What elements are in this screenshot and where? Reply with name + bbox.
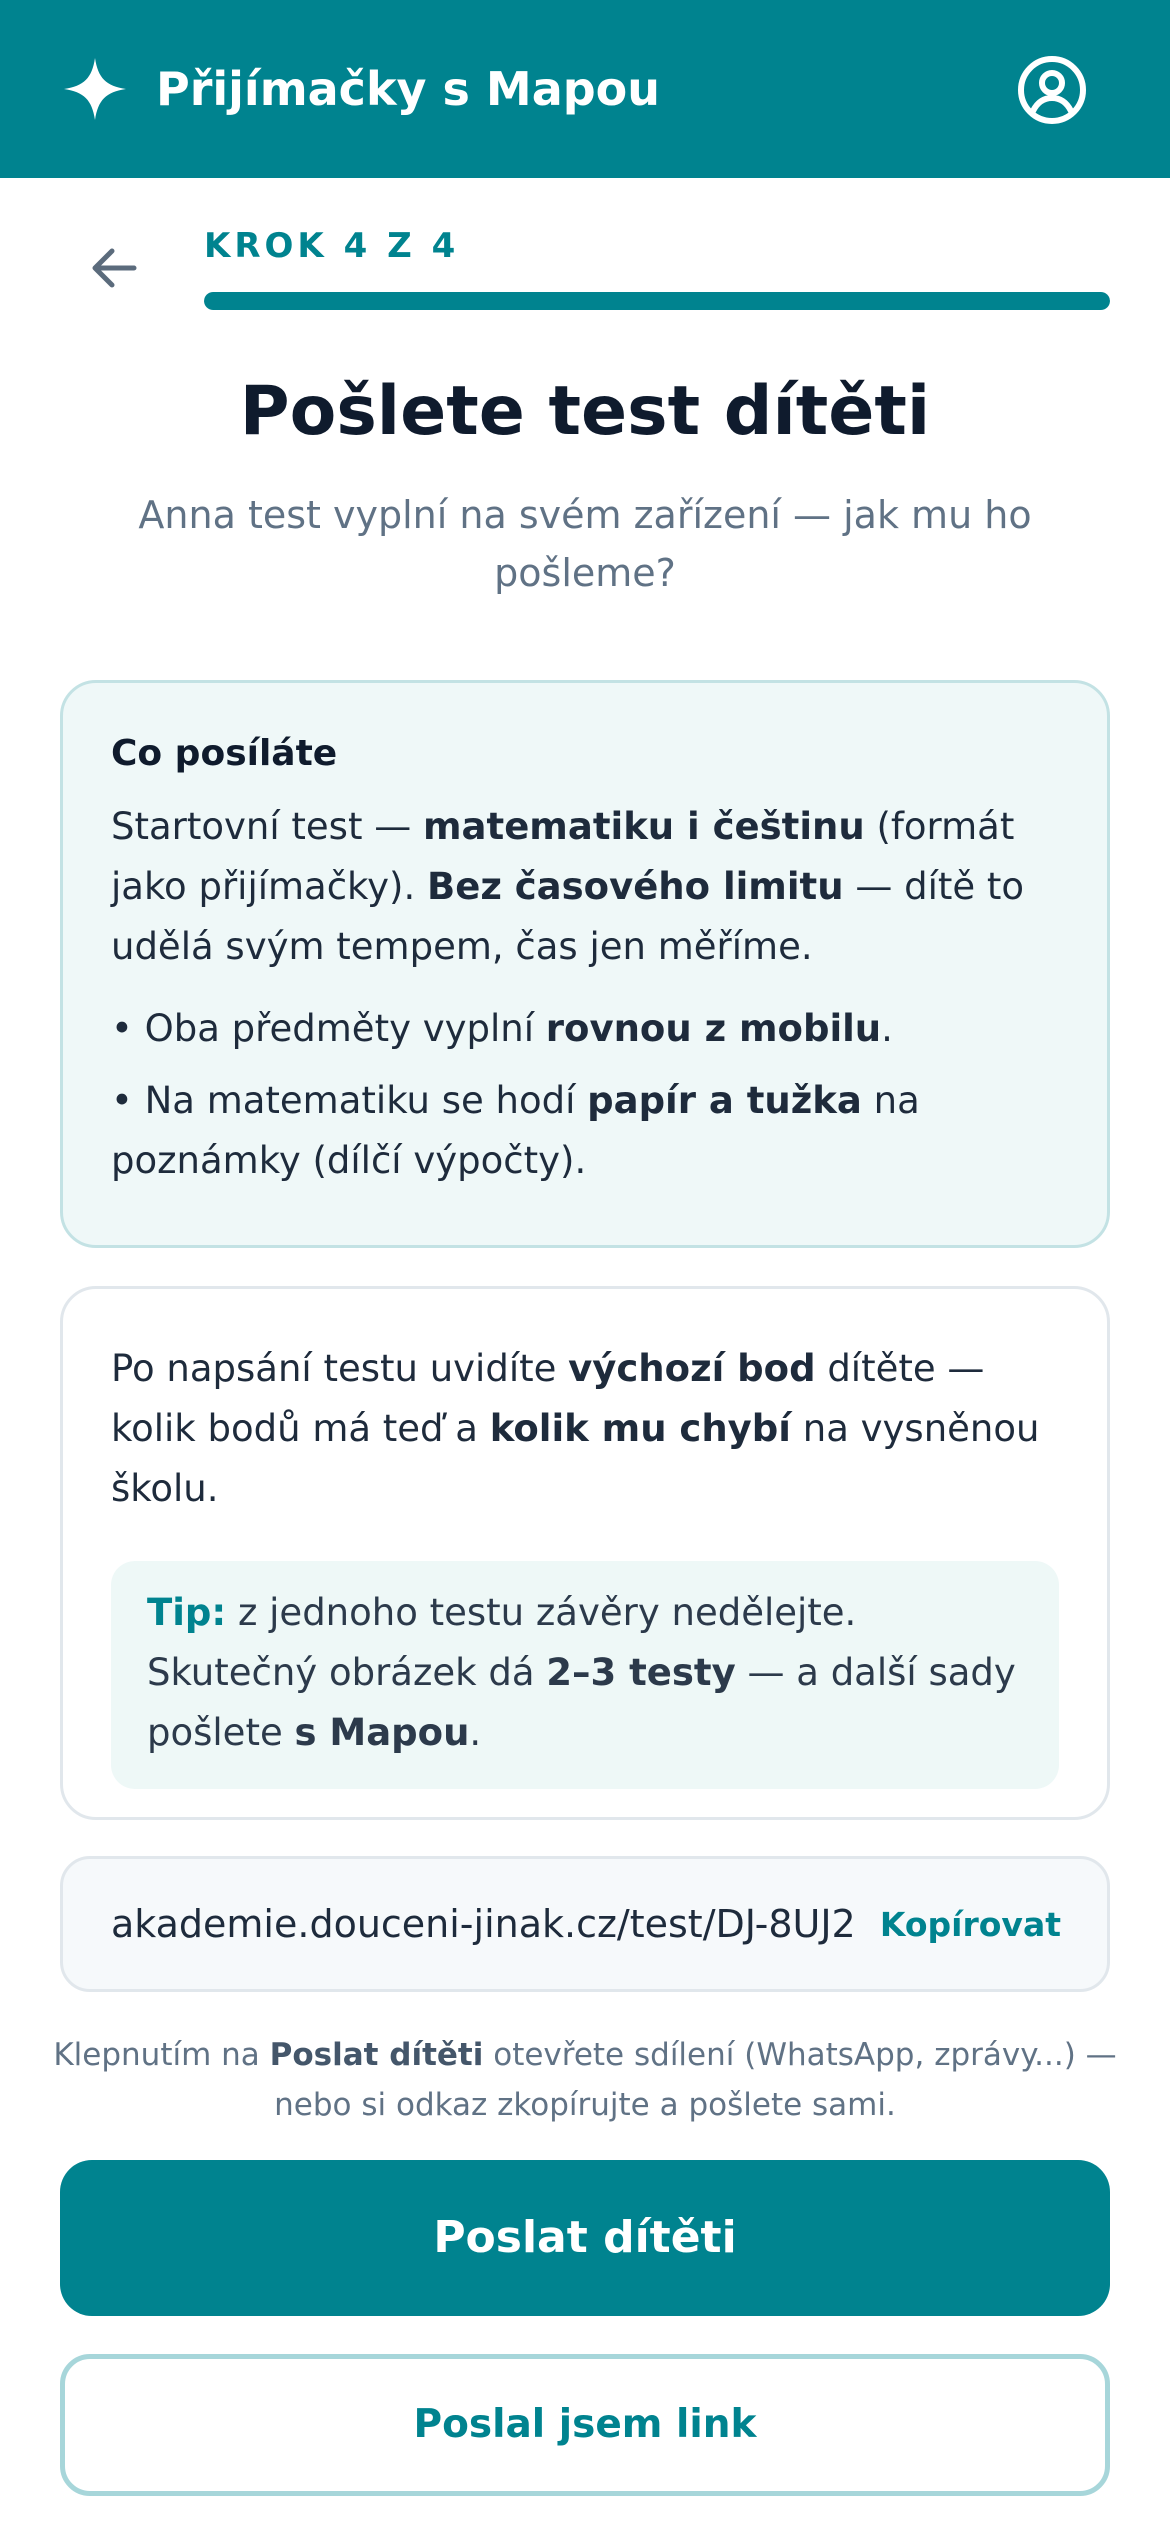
test-link-field[interactable] bbox=[60, 1856, 1110, 1992]
tip-label: Tip: bbox=[147, 1591, 227, 1634]
step-progress-bar bbox=[204, 292, 1110, 310]
info-bullet-mobile: • Oba předměty vyplní rovnou z mobilu. bbox=[111, 1007, 893, 1050]
result-description: Po napsání testu uvidíte výchozí bod dítěte — kolik bodů má teď a kolik mu chybí na vysněnou školu. bbox=[111, 1347, 1040, 1510]
info-bullet-paper: • Na matematiku se hodí papír a tužka na poznámky (dílčí výpočty). bbox=[111, 1079, 920, 1182]
step-indicator: KROK 4 Z 4 bbox=[204, 226, 460, 266]
page-subtitle: Anna test vyplní na svém zařízení — jak mu ho pošleme? bbox=[138, 493, 1032, 595]
sparkle-icon bbox=[62, 56, 128, 122]
page-title: Pošlete test dítěti bbox=[239, 372, 931, 451]
info-card-title: Co posíláte bbox=[111, 733, 338, 774]
arrow-left-icon[interactable] bbox=[78, 232, 150, 304]
send-to-child-button[interactable]: Poslat dítěti bbox=[60, 2160, 1110, 2316]
what-you-send-card bbox=[60, 680, 1110, 1248]
result-info-card bbox=[60, 1286, 1110, 1820]
app-title: Přijímačky s Mapou bbox=[156, 62, 661, 116]
step-progress-fill bbox=[204, 292, 1110, 310]
user-circle-icon[interactable] bbox=[1016, 54, 1088, 126]
tip-box bbox=[111, 1561, 1059, 1789]
info-card-description: Startovní test — matematiku i češtinu (formát jako přijímačky). Bez časového limitu — dítě to udělá svým tempem, čas jen měříme. bbox=[111, 805, 1025, 968]
link-sent-button[interactable]: Poslal jsem link bbox=[60, 2354, 1110, 2496]
copy-link-button[interactable]: Kopírovat bbox=[879, 1905, 1061, 1944]
test-link-url[interactable]: akademie.douceni-jinak.cz/test/DJ-8UJ2 bbox=[111, 1902, 856, 1946]
tip-text: Tip: z jednoho testu závěry nedělejte. Skutečný obrázek dá 2–3 testy — a další sady pošlete s Mapou. bbox=[147, 1591, 1016, 1754]
share-hint: Klepnutím na Poslat dítěti otevřete sdílení (WhatsApp, zprávy...) — nebo si odkaz zkopírujte a pošlete sami. bbox=[53, 2037, 1117, 2123]
app-header bbox=[0, 0, 1170, 178]
